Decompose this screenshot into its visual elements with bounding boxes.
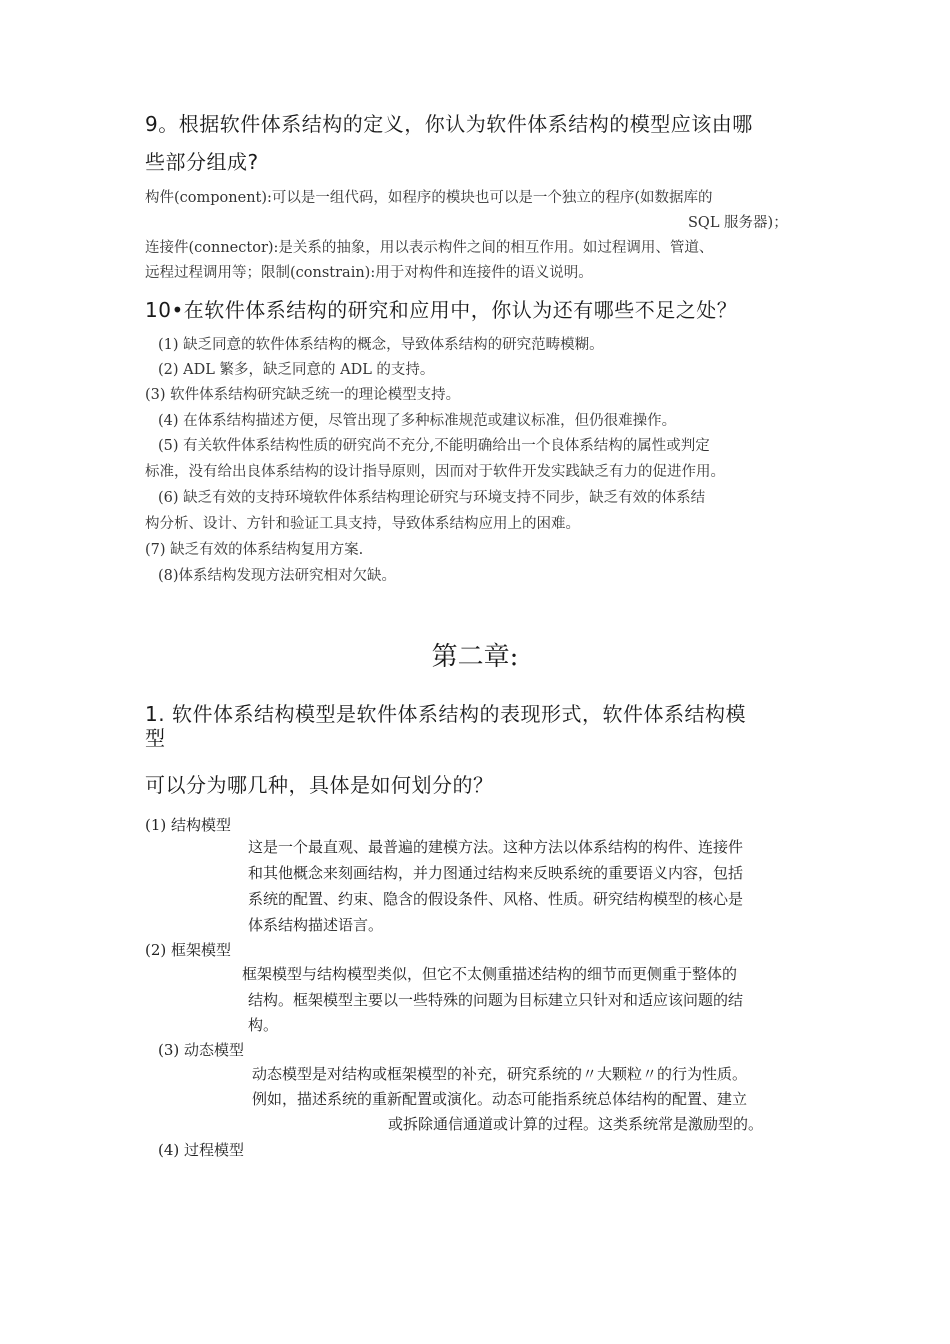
model-process-label: (4) 过程模型 bbox=[158, 1141, 245, 1159]
q10-title: 10•在软件体系结构的研究和应用中，你认为还有哪些不足之处？ bbox=[145, 298, 738, 322]
q10-item: (1) 缺乏同意的软件体系结构的概念，导致体系结构的研究范畴模糊。 bbox=[158, 337, 604, 353]
q10-item: (8)体系结构发现方法研究相对欠缺。 bbox=[158, 568, 397, 584]
ch2-q1-line2: 型 bbox=[145, 726, 166, 750]
q10-item: 标准，没有给出良体系结构的设计指导原则，因而对于软件开发实践缺乏有力的促进作用。 bbox=[145, 464, 725, 480]
q10-item: (4) 在体系结构描述方便，尽管出现了多种标准规范或建议标准，但仍很难操作。 bbox=[158, 413, 677, 429]
q10-item: 构分析、设计、方针和验证工具支持，导致体系结构应用上的困难。 bbox=[145, 516, 580, 532]
model-dynamic-text: 动态模型是对结构或框架模型的补充，研究系统的〃大颗粒〃的行为性质。 bbox=[252, 1065, 748, 1083]
q9-para1-line1: 构件(component):可以是一组代码，如程序的模块也可以是一个独立的程序(如数据库的 bbox=[145, 190, 713, 206]
q9-para1-line2: SQL 服务器)； bbox=[688, 215, 788, 231]
model-dynamic-text: 例如，描述系统的重新配置或演化。动态可能指系统总体结构的配置、建立 bbox=[252, 1090, 748, 1108]
model-framework-text: 结构。框架模型主要以一些特殊的问题为目标建立只针对和适应该问题的结 bbox=[248, 991, 744, 1009]
q10-item: (5) 有关软件体系结构性质的研究尚不充分,不能明确给出一个良体系结构的属性或判定 bbox=[158, 438, 710, 454]
model-structure-text: 和其他概念来刻画结构，并力图通过结构来反映系统的重要语义内容，包括 bbox=[248, 864, 744, 882]
model-structure-label: (1) 结构模型 bbox=[145, 816, 232, 834]
model-framework-text: 框架模型与结构模型类似，但它不太侧重描述结构的细节而更侧重于整体的 bbox=[242, 965, 738, 983]
q9-para2-line1: 连接件(connector):是关系的抽象，用以表示构件之间的相互作用。如过程调用、管道、 bbox=[145, 240, 714, 256]
q10-item: (7) 缺乏有效的体系结构复用方案. bbox=[145, 542, 364, 558]
q9-title-line1: 9。根据软件体系结构的定义，你认为软件体系结构的模型应该由哪 bbox=[145, 112, 753, 136]
ch2-q1-line1: 1. 软件体系结构模型是软件体系结构的表现形式，软件体系结构模 bbox=[145, 702, 746, 726]
ch2-q1-line3: 可以分为哪几种，具体是如何划分的？ bbox=[145, 773, 494, 797]
q10-item: (2) ADL 繁多，缺乏同意的 ADL 的支持。 bbox=[158, 362, 435, 378]
model-framework-text: 构。 bbox=[248, 1016, 279, 1034]
model-structure-text: 体系结构描述语言。 bbox=[248, 916, 384, 934]
q9-title-line2: 些部分组成? bbox=[145, 150, 259, 174]
model-structure-text: 系统的配置、约束、隐含的假设条件、风格、性质。研究结构模型的核心是 bbox=[248, 890, 744, 908]
model-structure-text: 这是一个最直观、最普遍的建模方法。这种方法以体系结构的构件、连接件 bbox=[248, 838, 744, 856]
chapter-heading: 第二章: bbox=[431, 642, 519, 672]
q10-item: (6) 缺乏有效的支持环境软件体系结构理论研究与环境支持不同步，缺乏有效的体系结 bbox=[158, 490, 706, 506]
model-dynamic-label: (3) 动态模型 bbox=[158, 1041, 245, 1059]
model-framework-label: (2) 框架模型 bbox=[145, 941, 232, 959]
model-dynamic-text: 或拆除通信通道或计算的过程。这类系统常是激励型的。 bbox=[388, 1115, 764, 1133]
q10-item: (3) 软件体系结构研究缺乏统一的理论模型支持。 bbox=[145, 387, 461, 403]
q9-para2-line2: 远程过程调用等；限制(constrain):用于对构件和连接件的语义说明。 bbox=[145, 265, 593, 281]
